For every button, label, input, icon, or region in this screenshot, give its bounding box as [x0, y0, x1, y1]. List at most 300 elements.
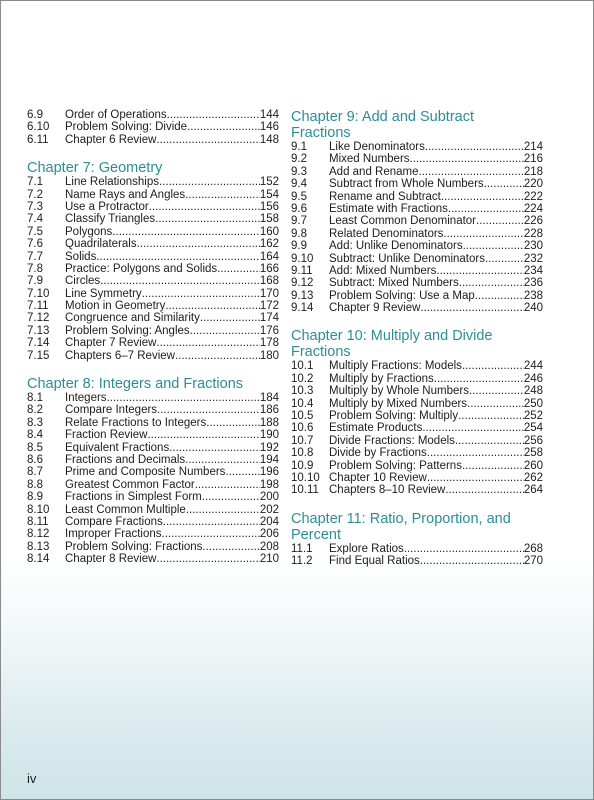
toc-list — [27, 392, 279, 565]
toc-entry-title: Order of Operations — [65, 109, 167, 121]
toc-entry — [27, 300, 279, 312]
chapter-10-heading — [291, 328, 543, 360]
dot-leader — [434, 373, 524, 385]
toc-entry-page: 168 — [259, 275, 279, 288]
toc-entry-number: 9.3 — [291, 165, 307, 178]
toc-entry-page: 188 — [259, 416, 279, 429]
toc-entry-page: 240 — [523, 302, 543, 315]
dot-leader — [425, 141, 524, 153]
toc-entry-title: Multiply by Fractions — [329, 372, 434, 385]
dot-leader — [225, 466, 259, 478]
toc-entry-number: 7.15 — [27, 349, 50, 362]
toc-entry-number: 7.9 — [27, 275, 43, 288]
toc-left-column — [27, 109, 279, 566]
toc-entry — [27, 288, 279, 300]
dot-leader — [100, 275, 260, 287]
toc-entry — [291, 360, 543, 372]
dot-leader — [163, 516, 260, 528]
dot-leader — [156, 553, 259, 565]
toc-entry-page: 192 — [259, 441, 279, 454]
toc-entry-page: 228 — [523, 227, 543, 240]
dot-leader — [419, 166, 524, 178]
toc-entry-number: 8.2 — [27, 404, 43, 417]
toc-entry-number: 8.4 — [27, 429, 43, 442]
toc-entry-page: 172 — [259, 300, 279, 313]
toc-entry-title: Chapter 9 Review — [329, 302, 421, 315]
dot-leader — [445, 484, 523, 496]
chapter-11-heading-line2: Percent — [291, 526, 341, 543]
toc-entry-page: 246 — [523, 372, 543, 385]
toc-entry — [291, 435, 543, 447]
toc-entry — [27, 516, 279, 528]
toc-entry-title: Chapter 10 Review — [329, 471, 427, 484]
toc-entry-title: Least Common Denominator — [329, 215, 477, 228]
toc-entry-page: 146 — [259, 121, 279, 134]
dot-leader — [463, 240, 524, 252]
toc-entry — [27, 176, 279, 188]
toc-entry-number: 7.11 — [27, 300, 49, 313]
toc-entry-number: 8.6 — [27, 453, 43, 466]
toc-entry-number: 6.9 — [27, 109, 43, 121]
toc-entry-number: 9.2 — [291, 153, 307, 166]
toc-entry-number: 7.2 — [27, 188, 43, 201]
toc-entry-title: Line Relationships — [65, 176, 159, 189]
toc-entry-title: Multiply by Mixed Numbers — [329, 397, 468, 410]
toc-entry-title: Classify Triangles — [65, 213, 156, 226]
dot-leader — [159, 176, 260, 188]
toc-entry — [291, 203, 543, 215]
toc-entry-title: Compare Integers — [65, 404, 158, 417]
toc-entry-number: 10.5 — [291, 410, 314, 423]
toc-entry-title: Related Denominators — [329, 227, 444, 240]
toc-entry-title: Mixed Numbers — [329, 153, 410, 166]
toc-entry-title: Chapter 6 Review — [65, 133, 157, 146]
chapter-9-heading — [291, 109, 543, 141]
toc-entry — [27, 263, 279, 275]
toc-entry-page: 226 — [523, 215, 543, 228]
toc-entry-title: Chapter 8 Review — [65, 553, 157, 566]
dot-leader — [185, 454, 260, 466]
toc-entry-number: 8.8 — [27, 478, 43, 491]
toc-entry — [291, 191, 543, 203]
dot-leader — [427, 472, 524, 484]
toc-entry — [291, 555, 543, 567]
toc-entry-title: Problem Solving: Angles — [65, 324, 190, 337]
toc-entry-number: 9.6 — [291, 202, 307, 215]
toc-entry — [291, 240, 543, 252]
toc-entry-page: 190 — [259, 429, 279, 442]
toc-entry-page: 170 — [259, 287, 279, 300]
toc-entry — [27, 251, 279, 263]
toc-entry — [27, 466, 279, 478]
toc-entry-title: Line Symmetry — [65, 287, 142, 300]
toc-entry — [291, 543, 543, 555]
toc-entry-number: 10.2 — [291, 372, 314, 385]
dot-leader — [458, 410, 524, 422]
toc-entry — [291, 373, 543, 385]
toc-entry-title: Divide by Fractions — [329, 447, 427, 460]
dot-leader — [200, 312, 260, 324]
toc-entry-title: Quadrilaterals — [65, 238, 137, 251]
toc-entry-number: 9.7 — [291, 215, 307, 228]
toc-entry-number: 8.12 — [27, 528, 50, 541]
dot-leader — [443, 228, 523, 240]
toc-entry — [291, 302, 543, 314]
dot-leader — [96, 251, 259, 263]
toc-entry-title: Relate Fractions to Integers — [65, 416, 207, 429]
toc-entry-title: Fractions in Simplest Form — [65, 491, 202, 504]
dot-leader — [427, 447, 524, 459]
dot-leader — [165, 300, 259, 312]
dot-leader — [156, 134, 259, 146]
toc-entry-number: 7.4 — [27, 213, 43, 226]
dot-leader — [187, 121, 260, 133]
toc-entry — [27, 226, 279, 238]
toc-entry — [27, 275, 279, 287]
dot-leader — [149, 201, 260, 213]
toc-entry-page: 214 — [523, 141, 543, 153]
toc-entry-number: 9.8 — [291, 227, 307, 240]
toc-entry — [27, 109, 279, 121]
chapter-11-heading-line1: Chapter 11: Ratio, Proportion, and — [291, 510, 511, 527]
toc-entry-title: Add and Rename — [329, 165, 419, 178]
toc-entry — [27, 189, 279, 201]
toc-entry-title: Fraction Review — [65, 429, 148, 442]
toc-right-column — [291, 109, 543, 568]
toc-entry — [27, 442, 279, 454]
toc-entry-title: Multiply Fractions: Models — [329, 360, 462, 373]
toc-entry — [27, 201, 279, 213]
toc-entry-number: 7.14 — [27, 337, 50, 350]
chapter-9-heading-line2: Fractions — [291, 125, 351, 141]
toc-entry — [27, 541, 279, 553]
toc-entry — [291, 141, 543, 153]
toc-entry-page: 222 — [523, 190, 543, 203]
toc-list — [291, 360, 543, 496]
toc-entry — [27, 121, 279, 133]
toc-entry — [27, 417, 279, 429]
toc-entry — [291, 215, 543, 227]
toc-entry-number: 7.12 — [27, 312, 50, 325]
toc-entry-number: 8.7 — [27, 466, 43, 479]
toc-entry-title: Rename and Subtract — [329, 190, 441, 203]
toc-entry-number: 8.9 — [27, 491, 43, 504]
toc-entry-title: Add: Unlike Denominators — [329, 240, 463, 253]
toc-entry — [291, 290, 543, 302]
toc-entry-page: 152 — [259, 176, 279, 189]
toc-entry-title: Fractions and Decimals — [65, 453, 186, 466]
toc-entry-number: 9.9 — [291, 240, 307, 253]
toc-entry-number: 10.8 — [291, 447, 314, 460]
toc-entry-title: Problem Solving: Fractions — [65, 540, 203, 553]
toc-entry-page: 206 — [259, 528, 279, 541]
page-number: iv — [27, 771, 37, 786]
toc-entry-number: 10.1 — [291, 360, 314, 373]
toc-entry-page: 260 — [523, 459, 543, 472]
toc-list — [291, 141, 543, 314]
toc-entry-number: 8.3 — [27, 416, 43, 429]
toc-entry — [27, 325, 279, 337]
toc-entry-number: 10.11 — [291, 484, 319, 497]
toc-entry-page: 148 — [259, 133, 279, 146]
toc-entry — [27, 429, 279, 441]
toc-entry-page: 208 — [259, 540, 279, 553]
toc-entry-page: 234 — [523, 264, 543, 277]
toc-entry-number: 10.7 — [291, 434, 314, 447]
chapter-7-heading: Chapter 7: Geometry — [27, 160, 163, 177]
toc-entry-title: Subtract: Unlike Denominators — [329, 252, 485, 265]
toc-entry-number: 7.8 — [27, 262, 43, 275]
toc-entry-title: Polygons — [65, 225, 113, 238]
toc-entry-page: 194 — [259, 453, 279, 466]
dot-leader — [112, 226, 260, 238]
toc-entry-title: Circles — [65, 275, 101, 288]
dot-leader — [156, 337, 259, 349]
toc-entry — [291, 398, 543, 410]
toc-entry-title: Improper Fractions — [65, 528, 162, 541]
toc-entry-number: 8.10 — [27, 503, 50, 516]
toc-entry-page: 238 — [523, 289, 543, 302]
dot-leader — [217, 263, 260, 275]
dot-leader — [420, 555, 524, 567]
toc-entry-number: 7.13 — [27, 324, 50, 337]
dot-leader — [462, 360, 524, 372]
dot-leader — [107, 392, 260, 404]
toc-entry-page: 160 — [259, 225, 279, 238]
toc-entry-title: Estimate with Fractions — [329, 202, 448, 215]
toc-entry — [27, 350, 279, 362]
toc-entry-page: 262 — [523, 471, 543, 484]
toc-entry-page: 268 — [523, 542, 543, 555]
toc-entry — [291, 447, 543, 459]
dot-leader — [202, 541, 259, 553]
toc-entry — [291, 484, 543, 496]
dot-leader — [476, 215, 524, 227]
toc-entry-page: 204 — [259, 515, 279, 528]
chapter-10-heading-line1: Chapter 10: Multiply and Divide — [291, 328, 493, 345]
toc-entry-number: 9.11 — [291, 264, 313, 277]
toc-entry — [27, 491, 279, 503]
toc-entry — [27, 479, 279, 491]
toc-entry-number: 10.10 — [291, 471, 320, 484]
toc-entry-number: 9.12 — [291, 277, 314, 290]
toc-entry — [291, 410, 543, 422]
toc-entry — [291, 228, 543, 240]
toc-entry-number: 6.11 — [27, 133, 49, 146]
dot-leader — [485, 253, 524, 265]
toc-entry-number: 10.9 — [291, 459, 314, 472]
toc-entry-number: 9.10 — [291, 252, 314, 265]
toc-entry-title: Congruence and Similarity — [65, 312, 200, 325]
toc-entry-title: Multiply by Whole Numbers — [329, 385, 469, 398]
toc-entry-page: 256 — [523, 434, 543, 447]
toc-entry-title: Chapters 8–10 Review — [329, 484, 446, 497]
toc-entry — [291, 153, 543, 165]
toc-entry-page: 216 — [523, 153, 543, 166]
toc-entry-title: Problem Solving: Divide — [65, 121, 188, 134]
toc-entry-page: 258 — [523, 447, 543, 460]
toc-entry-number: 8.14 — [27, 553, 50, 566]
toc-entry-page: 144 — [259, 109, 279, 121]
toc-entry-title: Add: Mixed Numbers — [329, 264, 437, 277]
toc-entry-title: Like Denominators — [329, 141, 425, 153]
toc-entry-page: 186 — [259, 404, 279, 417]
toc-entry-title: Chapters 6–7 Review — [65, 349, 175, 362]
toc-entry-number: 6.10 — [27, 121, 50, 134]
toc-entry-title: Problem Solving: Patterns — [329, 459, 462, 472]
toc-entry-title: Divide Fractions: Models — [329, 434, 455, 447]
toc-entry-page: 176 — [259, 324, 279, 337]
toc-entry-number: 7.6 — [27, 238, 43, 251]
toc-entry-title: Estimate Products — [329, 422, 423, 435]
toc-entry-number: 7.10 — [27, 287, 50, 300]
dot-leader — [469, 385, 524, 397]
dot-leader — [404, 543, 524, 555]
toc-entry-title: Chapter 7 Review — [65, 337, 157, 350]
toc-entry-title: Name Rays and Angles — [65, 188, 186, 201]
toc-entry-number: 8.5 — [27, 441, 43, 454]
toc-entry-title: Use a Protractor — [65, 200, 149, 213]
dot-leader — [206, 417, 260, 429]
toc-entry-page: 156 — [259, 200, 279, 213]
toc-entry-title: Equivalent Fractions — [65, 441, 170, 454]
toc-entry-page: 210 — [259, 553, 279, 566]
toc-entry — [27, 134, 279, 146]
toc-entry-title: Problem Solving: Use a Map — [329, 289, 475, 302]
dot-leader — [175, 350, 260, 362]
toc-entry-title: Explore Ratios — [329, 542, 404, 555]
dot-leader — [190, 325, 260, 337]
toc-entry-title: Least Common Multiple — [65, 503, 186, 516]
toc-entry-page: 178 — [259, 337, 279, 350]
dot-leader — [436, 265, 523, 277]
toc-entry-page: 230 — [523, 240, 543, 253]
dot-leader — [441, 191, 524, 203]
toc-entry-title: Problem Solving: Multiply — [329, 410, 459, 423]
dot-leader — [137, 238, 260, 250]
toc-entry-number: 7.7 — [27, 250, 43, 263]
toc-entry-page: 180 — [259, 349, 279, 362]
dot-leader — [167, 109, 260, 121]
toc-entry-number: 9.1 — [291, 141, 307, 153]
toc-entry — [291, 460, 543, 472]
dot-leader — [455, 435, 524, 447]
chapter-11-heading — [291, 511, 543, 543]
dot-leader — [195, 479, 260, 491]
toc-entry-page: 252 — [523, 410, 543, 423]
chapter-8-heading: Chapter 8: Integers and Fractions — [27, 376, 244, 393]
toc-entry — [291, 422, 543, 434]
chapter-10-heading-line2: Fractions — [291, 344, 351, 361]
toc-entry-page: 196 — [259, 466, 279, 479]
toc-entry — [27, 392, 279, 404]
dot-leader — [169, 442, 260, 454]
toc-entry-number: 8.1 — [27, 392, 43, 405]
toc-entry-page: 158 — [259, 213, 279, 226]
toc-entry — [291, 166, 543, 178]
toc-entry — [291, 253, 543, 265]
dot-leader — [467, 398, 524, 410]
toc-entry — [27, 553, 279, 565]
toc-entry-title: Motion in Geometry — [65, 300, 166, 313]
toc-entry — [291, 277, 543, 289]
dot-leader — [142, 288, 260, 300]
toc-entry-page: 250 — [523, 397, 543, 410]
toc-entry-title: Greatest Common Factor — [65, 478, 195, 491]
toc-entry-title: Prime and Composite Numbers — [65, 466, 226, 479]
toc-entry-page: 184 — [259, 392, 279, 405]
dot-leader — [420, 302, 523, 314]
dot-leader — [147, 429, 259, 441]
toc-entry-page: 254 — [523, 422, 543, 435]
toc-entry — [291, 472, 543, 484]
toc-entry-number: 8.11 — [27, 515, 49, 528]
toc-entry — [291, 178, 543, 190]
toc-entry-page: 232 — [523, 252, 543, 265]
dot-leader — [157, 404, 260, 416]
toc-entry-page: 164 — [259, 250, 279, 263]
dot-leader — [484, 178, 524, 190]
toc-entry — [27, 238, 279, 250]
toc-entry — [27, 454, 279, 466]
toc-entry — [27, 213, 279, 225]
toc-entry-number: 10.3 — [291, 385, 314, 398]
toc-entry-page: 218 — [523, 165, 543, 178]
toc-entry-title: Find Equal Ratios — [329, 555, 420, 568]
toc-entry-number: 7.1 — [27, 176, 43, 189]
toc-entry-page: 236 — [523, 277, 543, 290]
toc-entry-page: 248 — [523, 385, 543, 398]
toc-entry-page: 224 — [523, 202, 543, 215]
dot-leader — [185, 189, 260, 201]
toc-entry-page: 202 — [259, 503, 279, 516]
dot-leader — [448, 203, 524, 215]
toc-entry-page: 270 — [523, 555, 543, 568]
toc-entry — [27, 528, 279, 540]
toc-entry-title: Subtract from Whole Numbers — [329, 178, 484, 191]
toc-entry-page: 174 — [259, 312, 279, 325]
toc-list — [27, 176, 279, 362]
dot-leader — [462, 460, 524, 472]
toc-entry-number: 9.14 — [291, 302, 314, 315]
toc-entry-number: 9.5 — [291, 190, 307, 203]
toc-entry-number: 11.1 — [291, 542, 313, 555]
dot-leader — [202, 491, 260, 503]
dot-leader — [475, 290, 524, 302]
toc-entry-number: 11.2 — [291, 555, 313, 568]
toc-entry-page: 244 — [523, 360, 543, 373]
toc-list — [27, 109, 279, 146]
toc-list — [291, 543, 543, 568]
toc-entry-page: 220 — [523, 178, 543, 191]
dot-leader — [186, 504, 260, 516]
dot-leader — [459, 277, 524, 289]
toc-entry — [291, 265, 543, 277]
toc-entry-page: 200 — [259, 491, 279, 504]
toc-entry-number: 10.4 — [291, 397, 314, 410]
toc-entry-number: 8.13 — [27, 540, 50, 553]
toc-entry — [27, 337, 279, 349]
toc-entry-number: 9.13 — [291, 289, 314, 302]
dot-leader — [155, 213, 260, 225]
toc-entry-number: 10.6 — [291, 422, 314, 435]
toc-entry — [27, 504, 279, 516]
toc-entry-page: 166 — [259, 262, 279, 275]
dot-leader — [422, 422, 523, 434]
toc-entry-title: Practice: Polygons and Solids — [65, 262, 218, 275]
toc-entry-number: 7.3 — [27, 200, 43, 213]
dot-leader — [410, 153, 524, 165]
